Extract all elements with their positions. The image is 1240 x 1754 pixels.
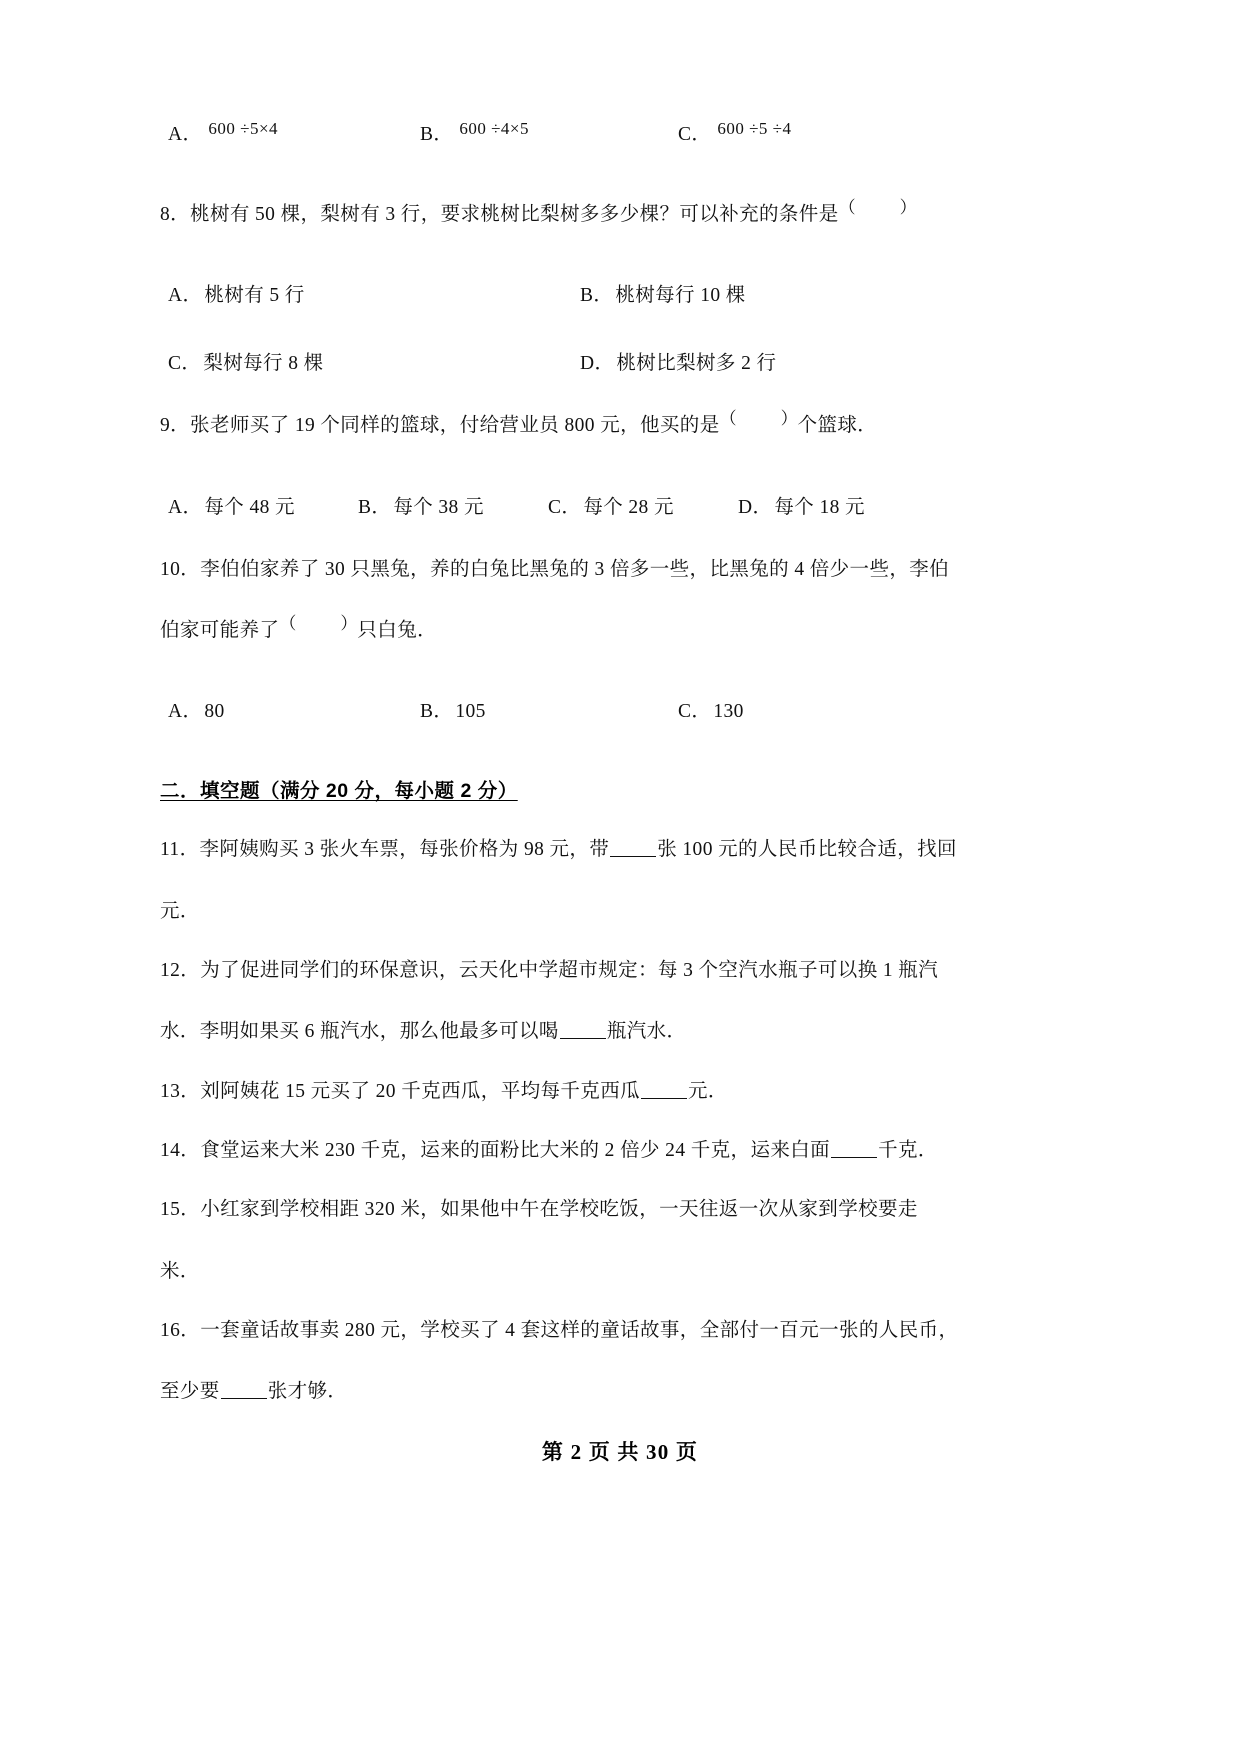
question-8-choices-row-2 [168,347,1080,375]
question-12-stem-line-1: 12．为了促进同学们的环保意识，云天化中学超市规定：每 3 个空汽水瓶子可以换 1 瓶汽 [160,960,939,982]
choice-10-b[interactable] [420,695,678,723]
choice-7-a-expression: 600 ÷5×4 [208,119,279,138]
question-10-stem-line-2 [160,614,1080,643]
question-16-stem-line-1: 16．一套童话故事卖 280 元，学校买了 4 套这样的童话故事，全部付一百元一张的人民币， [160,1320,959,1342]
question-7-choices [168,118,1080,146]
question-9-stem-text: 9．张老师买了 19 个同样的篮球，付给营业员 800 元，他买的是 [160,415,720,437]
question-13-stem [160,1079,1080,1104]
question-10-stem-line-1: 10．李伯伯家养了 30 只黑兔，养的白兔比黑兔的 3 倍多一些，比黑兔的 4 倍少一些，李伯 [160,558,950,580]
question-10-answer-bracket[interactable]: （ ） [279,614,358,634]
choice-9-a[interactable] [168,491,358,519]
choice-9-c-label: C． [548,496,582,518]
question-9-stem [160,409,1080,438]
question-10-stem-line-2-suffix: 只白兔． [357,620,438,642]
choice-9-c[interactable] [548,491,738,519]
question-9-choices [168,491,1080,519]
choice-8-b[interactable] [580,279,746,307]
choice-7-a-label: A． [168,124,203,145]
choice-7-b[interactable] [420,118,678,146]
choice-7-b-expression: 600 ÷4×5 [459,119,529,138]
question-15-stem-line-2: 米． [160,1260,200,1282]
question-15-stem-line-1: 15．小红家到学校相距 320 米，如果他中午在学校吃饭，一天往返一次从家到学校要走 [160,1199,918,1221]
question-11-stem-line-1 [160,837,1080,862]
choice-7-a[interactable] [168,118,420,146]
choice-8-d-text: 桃树比梨树多 2 行 [616,353,777,375]
choice-8-b-text: 桃树每行 10 棵 [615,285,746,307]
question-16-stem-line-2 [160,1379,1080,1404]
choice-10-b-text: 105 [455,701,486,723]
question-16-blank[interactable] [221,1382,267,1399]
question-13-blank[interactable] [641,1082,687,1099]
question-11-part-1: 11．李阿姨购买 3 张火车票，每张价格为 98 元，带 [160,839,610,861]
question-10-stem-line-2-prefix: 伯家可能养了 [160,620,280,642]
choice-10-c-text: 130 [713,701,744,723]
choice-9-d[interactable] [738,491,865,519]
choice-9-a-text: 每个 48 元 [204,496,295,518]
choice-7-c-expression: 600 ÷5 ÷4 [717,119,792,138]
question-8-choices-row-1 [168,279,1080,307]
choice-8-d-label: D． [580,353,615,375]
choice-10-c-label: C． [678,701,712,723]
question-13-suffix: 元． [688,1080,728,1102]
question-16-line-2-prefix: 至少要 [160,1381,220,1403]
choice-9-d-label: D． [738,496,773,518]
choice-8-a-label: A． [168,285,203,307]
section-2-heading: 二．填空题（满分 20 分，每小题 2 分） [160,780,518,803]
choice-7-b-label: B． [420,124,454,145]
question-9-answer-bracket[interactable]: （ ） [719,409,798,429]
choice-8-d[interactable] [580,347,776,375]
choice-8-c-text: 梨树每行 8 棵 [203,353,324,375]
question-12-line-2-suffix: 瓶汽水． [606,1021,687,1043]
page-content [160,118,1080,1405]
choice-9-b-label: B． [358,496,392,518]
question-14-stem [160,1138,1080,1163]
question-11-part-2: 张 100 元的人民币比较合适，找回 [657,839,957,861]
choice-9-b-text: 每个 38 元 [393,496,484,518]
question-8-stem-text: 8．桃树有 50 棵，梨树有 3 行，要求桃树比梨树多多少棵？可以补充的条件是 [160,204,839,225]
question-8-answer-bracket[interactable]: （ ） [838,198,917,217]
choice-7-c[interactable] [678,118,791,146]
choice-8-a[interactable] [168,279,580,307]
choice-10-c[interactable] [678,695,744,723]
choice-7-c-label: C． [678,124,712,145]
choice-8-b-label: B． [580,285,614,307]
choice-10-b-label: B． [420,701,454,723]
question-14-suffix: 千克． [878,1140,938,1162]
choice-8-c-label: C． [168,353,202,375]
choice-9-c-text: 每个 28 元 [583,496,674,518]
page-footer: 第 2 页 共 30 页 [541,1440,699,1464]
question-12-blank[interactable] [560,1022,606,1039]
choice-9-d-text: 每个 18 元 [774,496,865,518]
question-8-stem [160,198,1080,227]
question-13-prefix: 13．刘阿姨花 15 元买了 20 千克西瓜，平均每千克西瓜 [160,1080,641,1102]
choice-8-c[interactable] [168,347,580,375]
choice-8-a-text: 桃树有 5 行 [204,285,305,307]
question-12-line-2-prefix: 水．李明如果买 6 瓶汽水，那么他最多可以喝 [160,1021,559,1043]
question-12-stem-line-2 [160,1019,1080,1044]
choice-9-b[interactable] [358,491,548,519]
question-10-choices [168,695,1080,723]
question-9-stem-suffix: 个篮球． [797,415,878,437]
choice-9-a-label: A． [168,496,203,518]
question-11-stem-line-2: 元． [160,900,200,922]
question-11-blank-1[interactable] [610,840,656,857]
question-16-line-2-suffix: 张才够． [267,1381,348,1403]
choice-10-a-text: 80 [204,701,225,723]
question-14-blank[interactable] [831,1141,877,1158]
question-14-prefix: 14．食堂运来大米 230 千克，运来的面粉比大米的 2 倍少 24 千克，运来白面 [160,1140,831,1162]
choice-10-a-label: A． [168,701,203,723]
choice-10-a[interactable] [168,695,420,723]
